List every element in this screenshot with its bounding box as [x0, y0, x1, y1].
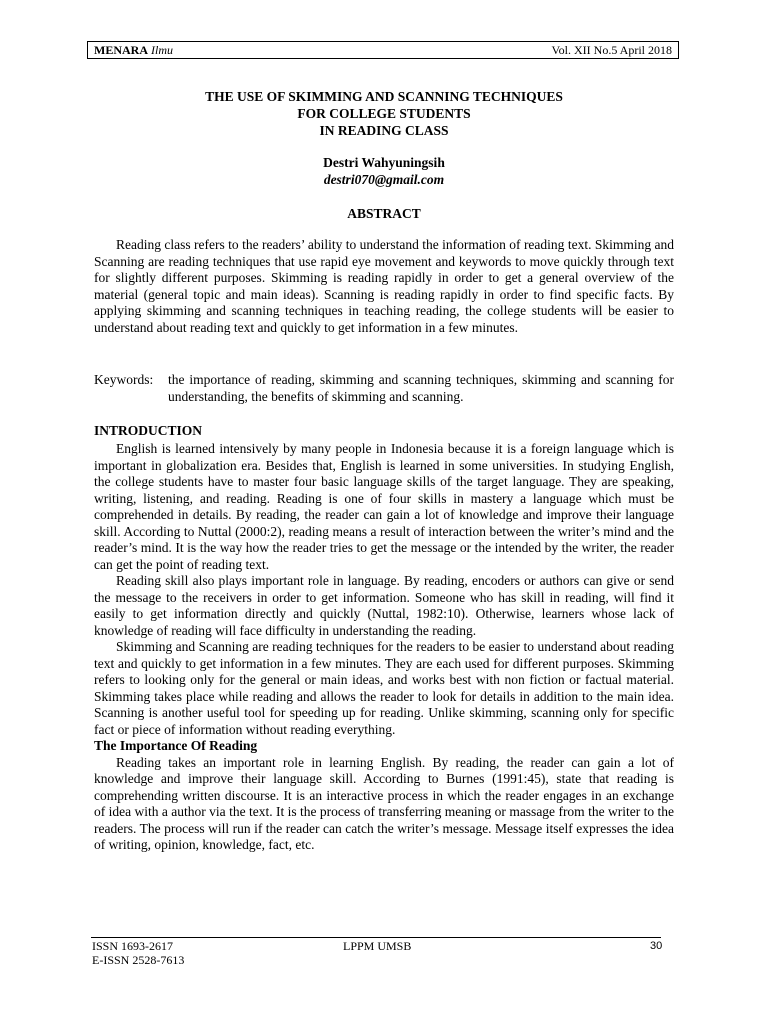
- intro-paragraph-3: Skimming and Scanning are reading techniques for the readers to be easier to understand about reading text and quickly to get information in a few minutes. They are each used for different purposes. Skimming refers to looking only for the general or main ideas, and works best with non fiction or factual material. Skimming takes place while reading and allows the reader to look for details in addition to the main idea. Scanning is another useful tool for speeding up for reading. Unlike skimming, scanning only for specific fact or piece of information without reading everything.: [94, 639, 674, 737]
- author-email: destri070@gmail.com: [323, 172, 445, 187]
- intro-paragraph-4: Reading takes an important role in learning English. By reading, the reader can gain a lot of knowledge and improve their language skill. According to Burnes (1991:45), state that reading is comprehending written discourse. It is an interactive process in which the reader engages in an exchange of idea with a author via the text. It is the process of transferring meaning or massage from the writer to the readers. The process will run if the reader can catch the writer’s message. Message itself expresses the idea of writing, opinion, knowledge, fact, etc.: [94, 754, 674, 852]
- footer-issn-block: [92, 939, 184, 967]
- author-name: Destri Wahyuningsih: [323, 155, 445, 170]
- title-line-3: IN READING CLASS: [319, 123, 449, 138]
- title-line-2: FOR COLLEGE STUDENTS: [297, 106, 471, 121]
- keywords-label: Keywords:: [94, 372, 154, 387]
- abstract-text: Reading class refers to the readers’ ability to understand the information of reading text. Skimming and Scanning are reading techniques that use rapid eye movement and keywords to move quickly through text for slightly different purposes. Skimming is reading rapidly in order to get a general overview of the material (general topic and main ideas). Scanning is reading rapidly in order to find specific facts. By applying skimming and scanning techniques in teaching reading, the college students will be easier to understand about reading text and quickly to get information in a few minutes.: [94, 237, 674, 335]
- volume-info: Vol. XII No.5 April 2018: [551, 43, 672, 57]
- importance-of-reading-heading: The Importance Of Reading: [94, 738, 258, 753]
- keywords-text: the importance of reading, skimming and scanning techniques, skimming and scanning for understanding, the benefits of skimming and scanning.: [168, 372, 674, 404]
- running-header: [87, 41, 679, 59]
- author-block: [94, 154, 674, 188]
- title-line-1: THE USE OF SKIMMING AND SCANNING TECHNIQUES: [205, 89, 563, 104]
- paper-title: [94, 88, 674, 139]
- abstract-heading: ABSTRACT: [347, 206, 421, 221]
- footer-issn: ISSN 1693-2617: [92, 939, 174, 953]
- introduction-heading: INTRODUCTION: [94, 423, 203, 438]
- journal-name-bold: MENARA: [94, 43, 148, 57]
- introduction-body: [94, 441, 674, 854]
- footer-publisher: LPPM UMSB: [343, 939, 412, 953]
- footer-divider: [91, 937, 661, 938]
- intro-paragraph-2: Reading skill also plays important role in language. By reading, encoders or authors can give or send the message to the receivers in order to get information. Someone who has skill in reading, will find it easily to get information directly and quickly (Nuttal, 1982:10). Otherwise, learners whose lack of knowledge of reading will face difficulty in understanding the reading.: [94, 573, 674, 638]
- footer-eissn: E-ISSN 2528-7613: [92, 953, 185, 967]
- journal-name: [94, 42, 173, 58]
- page-number: 30: [650, 940, 663, 952]
- journal-name-italic: Ilmu: [151, 43, 173, 57]
- keywords-block: [94, 372, 674, 405]
- intro-paragraph-1: English is learned intensively by many people in Indonesia because it is a foreign language which is important in globalization era. Besides that, English is learned in some universities. In studying English, the college students have to master four basic language skills of the target language. They are speaking, writing, listening, and reading. Reading is one of four skills in mastery a language which must be comprehended in details. By reading, the reader can gain a lot of knowledge and improve their language skill. According to Nuttal (2000:2), reading means a result of interaction between the writer’s mind and the reader’s mind. It is the way how the reader tries to get the message or the intended by the writer, the reader can get the point of reading text.: [94, 441, 674, 572]
